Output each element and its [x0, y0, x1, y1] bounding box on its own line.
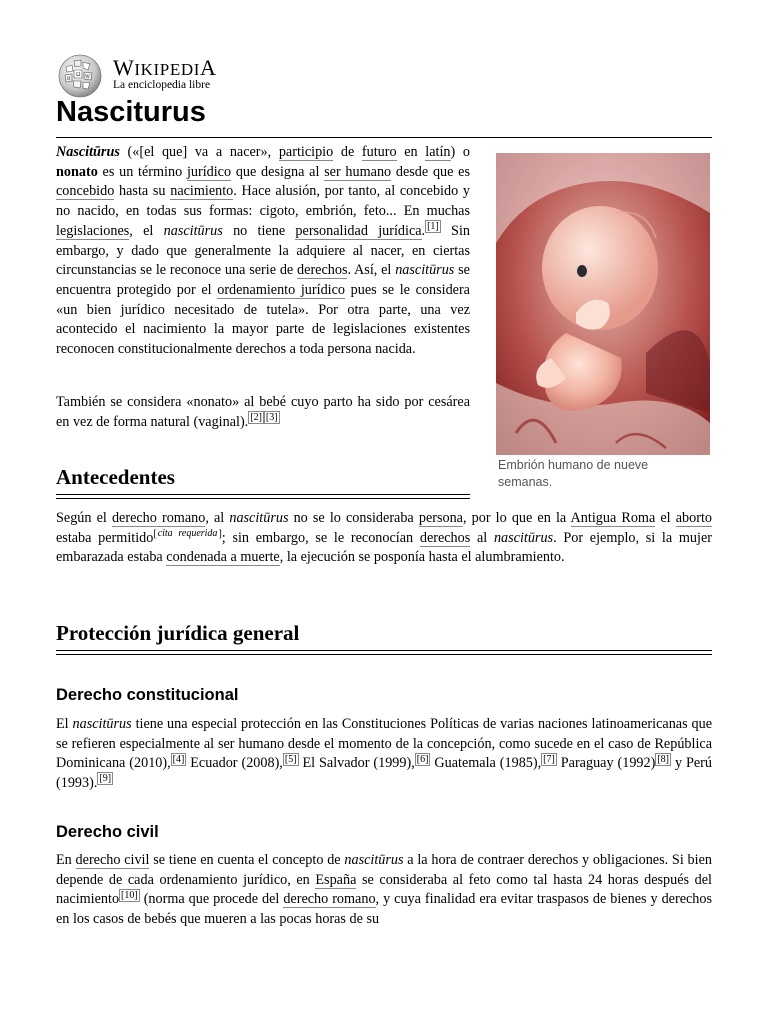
wikipedia-logo[interactable] — [56, 53, 236, 99]
link-futuro[interactable]: futuro — [361, 144, 397, 160]
reference-2[interactable]: [2] — [250, 411, 262, 423]
figure-caption: Embrión humano de nueve semanas. — [498, 458, 649, 489]
reference-8[interactable]: [8] — [657, 753, 669, 765]
reference-10[interactable]: [10] — [121, 889, 138, 901]
link-ordenamiento-juridico[interactable]: ordenamiento jurídico — [217, 281, 345, 298]
link-derecho-romano-2[interactable]: derecho romano — [283, 891, 376, 908]
section-heading-antecedentes: Antecedentes — [56, 465, 175, 489]
antecedentes-paragraph: Según el derecho romano, al nascitūrus no se lo consideraba persona, por lo que en la Antigua Roma el aborto estaba permitido[cita requerida]; sin embargo, se le reconocían derechos al nascitūrus. Por ejemplo, si la mujer embarazada estaba condenada a muerte, la ejecución se posponía hasta el alumbramiento. — [56, 510, 712, 566]
reference-7[interactable]: [7] — [543, 753, 555, 765]
intro-paragraph-1: Nascitūrus («[el que] va a nacer», participio de futuro en latín) o nonato es un término jurídico que designa al ser humano desde que es concebido hasta su nacimiento. Hace alusión, por tanto, al concebido y no nacido, en todas sus formas: cigoto, embrión, feto... En muchas legislaciones, el nascitūrus no tiene personalidad jurídica. [1] Sin embargo, y dado que generalmente la adquiere al nacer, en ciertas circunstancias se le reconoce una serie de derechos. Así, el nascitūrus se encuentra protegido por el ordenamiento jurídico pues se le considera «un bien jurídico necesitado de tutela». Por otra parte, una vez acontecido el nacimiento la mayor parte de legislaciones existentes reconocen constitucionalmente derechos a toda persona nacida. — [56, 144, 470, 358]
link-persona[interactable]: persona — [418, 510, 463, 526]
section-divider — [56, 494, 470, 499]
intro-paragraph-2: También se considera «nonato» al bebé cuyo parto ha sido por cesárea en vez de forma natural (vaginal). [2] [3] — [56, 394, 470, 430]
link-derecho-romano[interactable]: derecho romano — [111, 510, 206, 526]
wikipedia-globe-icon — [56, 53, 104, 99]
subsection-heading-civil: Derecho civil — [56, 823, 159, 841]
constitucional-paragraph: El nascitūrus tiene una especial protección en las Constituciones Políticas de varias naciones latinoamericanas que se refieren especialmente al ser humano desde el momento de la concepción, como sucede en el caso de República Dominicana (2010), [4] Ecuador (2008), [5] El Salvador (1999), [6] Guatemala (1985), [7] Paraguay (1992) [8] y Perú (1993). [9] — [56, 716, 713, 792]
link-derecho-civil[interactable]: derecho civil — [75, 852, 150, 868]
link-espana[interactable]: España — [315, 871, 357, 888]
svg-text:W: W — [85, 75, 90, 80]
link-legislaciones[interactable]: legislaciones — [56, 222, 130, 239]
link-latin[interactable]: latín — [425, 144, 451, 160]
reference-4[interactable]: [4] — [172, 753, 185, 765]
reference-5[interactable]: [5] — [284, 753, 297, 765]
reference-6[interactable]: [6] — [416, 753, 429, 765]
link-derechos[interactable]: derechos — [297, 262, 348, 279]
citation-needed-link[interactable]: cita requerida — [157, 527, 218, 539]
title-divider — [56, 137, 712, 138]
lead-term: Nascitūrus — [56, 144, 120, 160]
link-antigua-roma[interactable]: Antigua Roma — [570, 510, 656, 526]
civil-paragraph: En derecho civil se tiene en cuenta el concepto de nascitūrus a la hora de contraer derechos y obligaciones. Si bien depende de cada ordenamiento jurídico, en España se consideraba al feto como tal hasta 24 horas después del nacimiento [10] (norma que procede del derecho romano, y cuya finalidad era evitar traspasos de bienes y derechos en los casos de bebés que mueren a las pocas horas de su — [56, 852, 712, 928]
svg-text:Ω: Ω — [76, 72, 81, 78]
link-condenada-a-muerte[interactable]: condenada a muerte — [166, 549, 280, 566]
link-participio[interactable]: participio — [278, 144, 334, 160]
link-personalidad-juridica[interactable]: personalidad jurídica — [295, 222, 422, 239]
reference-3[interactable]: [3] — [265, 411, 278, 423]
section-heading-proteccion: Protección jurídica general — [56, 621, 300, 645]
link-derechos-2[interactable]: derechos — [419, 529, 471, 546]
reference-9[interactable]: [9] — [99, 773, 112, 785]
subsection-heading-constitucional: Derecho constitucional — [56, 686, 239, 704]
reference-1[interactable]: [1] — [427, 221, 439, 233]
wikipedia-wordmark: WIKIPEDIA — [113, 55, 217, 80]
embryo-image[interactable] — [496, 153, 710, 455]
page-title: Nasciturus — [56, 96, 206, 128]
section-divider — [56, 650, 712, 655]
link-concebido[interactable]: concebido — [56, 183, 115, 200]
link-aborto[interactable]: aborto — [675, 510, 712, 526]
link-ser-humano[interactable]: ser humano — [324, 163, 392, 180]
link-juridico[interactable]: jurídico — [186, 163, 232, 180]
wikipedia-tagline: La enciclopedia libre — [113, 79, 211, 91]
link-nacimiento[interactable]: nacimiento — [170, 183, 234, 200]
svg-text:И: И — [67, 77, 71, 82]
